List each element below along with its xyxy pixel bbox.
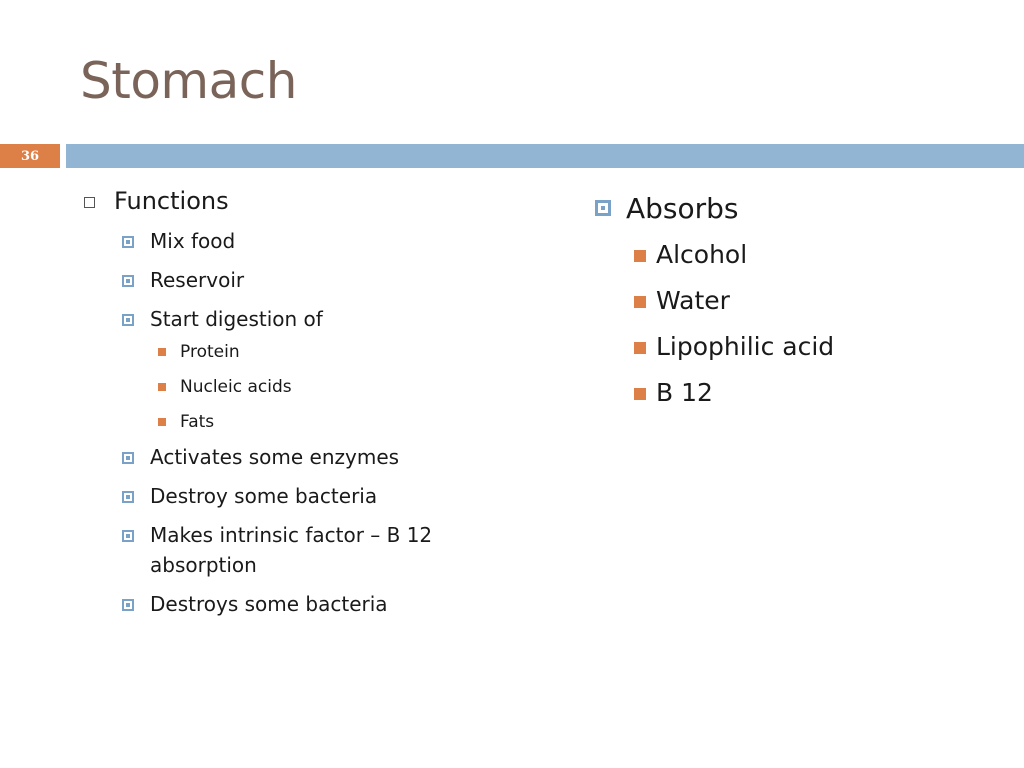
list-item: Water (594, 284, 1014, 318)
filled-square-bullet-icon (158, 418, 166, 426)
list-subitem: Nucleic acids (80, 375, 520, 399)
title-divider-bar (66, 144, 1024, 168)
slide-number: 36 (0, 144, 60, 168)
framed-square-bullet-icon (595, 200, 611, 216)
list-subitem: Protein (80, 340, 520, 364)
framed-square-bullet-icon (122, 275, 134, 287)
list-subitem: Fats (80, 410, 520, 434)
framed-square-bullet-icon (122, 530, 134, 542)
filled-square-bullet-icon (634, 296, 646, 308)
framed-square-bullet-icon (122, 236, 134, 248)
filled-square-bullet-icon (634, 250, 646, 262)
list-item: Lipophilic acid (594, 330, 1014, 364)
list-item: Alcohol (594, 238, 1014, 272)
filled-square-bullet-icon (158, 383, 166, 391)
framed-square-bullet-icon (122, 599, 134, 611)
slide-title: Stomach (80, 52, 297, 110)
hollow-square-bullet-icon (84, 197, 95, 208)
absorbs-column (594, 192, 1014, 422)
list-heading-functions: Functions (80, 186, 520, 216)
list-item: Makes intrinsic factor – B 12 absorption (80, 520, 480, 580)
list-item: Reservoir (80, 265, 520, 295)
list-item: Destroys some bacteria (80, 589, 520, 619)
list-item: Start digestion of (80, 304, 520, 334)
framed-square-bullet-icon (122, 491, 134, 503)
list-item: Activates some enzymes (80, 442, 520, 472)
filled-square-bullet-icon (158, 348, 166, 356)
list-heading-absorbs: Absorbs (594, 192, 1014, 226)
filled-square-bullet-icon (634, 342, 646, 354)
framed-square-bullet-icon (122, 452, 134, 464)
list-item: Destroy some bacteria (80, 481, 520, 511)
list-item: Mix food (80, 226, 520, 256)
filled-square-bullet-icon (634, 388, 646, 400)
framed-square-bullet-icon (122, 314, 134, 326)
functions-column (80, 186, 520, 628)
list-item: B 12 (594, 376, 1014, 410)
